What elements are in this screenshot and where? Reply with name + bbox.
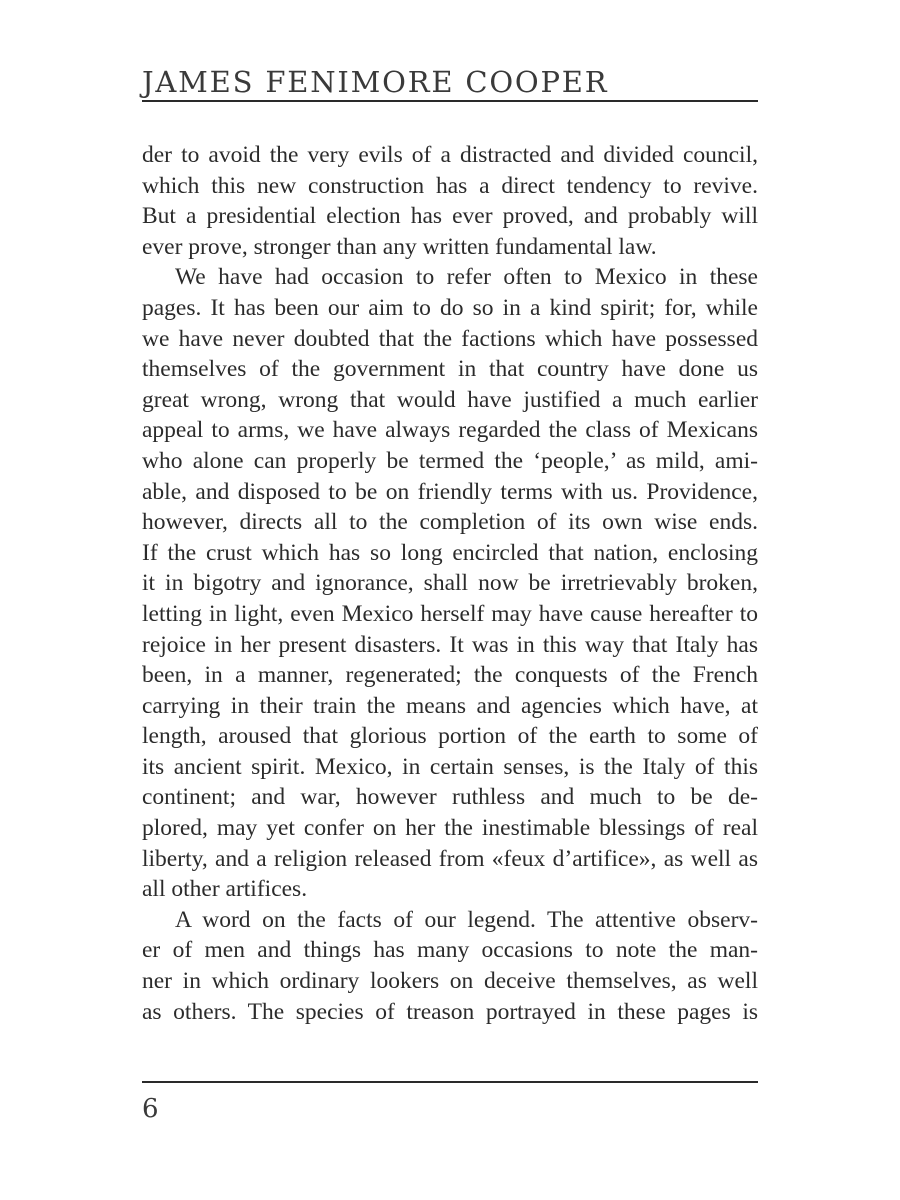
text-line: as others. The species of treason portrayed in these pages is [142, 998, 758, 1025]
text-line: appeal to arms, we have always regarded the class of Mexicans [142, 417, 758, 444]
text-line: however, directs all to the completion of its own wise ends. [142, 509, 758, 536]
text-line: themselves of the government in that country have done us [142, 356, 758, 383]
text-line: all other artifices. [142, 876, 308, 903]
paragraph-2 [142, 262, 758, 904]
text-line: But a presidential election has ever proved, and probably will [142, 203, 758, 230]
page-number: 6 [142, 1094, 159, 1124]
text-line: who alone can properly be termed the ‘people,’ as mild, ami- [142, 447, 758, 474]
text-line: length, aroused that glorious portion of the earth to some of [142, 723, 758, 750]
running-head-title: JAMES FENIMORE COOPER [142, 65, 609, 99]
paragraph-3 [142, 905, 758, 1027]
text-line: liberty, and a religion released from «feux d’artifice», as well as [142, 845, 758, 872]
text-line: it in bigotry and ignorance, shall now be irretrievably broken, [142, 570, 758, 597]
text-line: been, in a manner, regenerated; the conquests of the French [142, 662, 758, 689]
text-line: we have never doubted that the factions which have possessed [142, 325, 758, 352]
text-line: A word on the facts of our legend. The attentive observ- [175, 906, 758, 933]
text-line: er of men and things has many occasions to note the man- [142, 937, 758, 964]
body-text [142, 140, 758, 1027]
text-line: carrying in their train the means and agencies which have, at [142, 692, 758, 719]
text-line: pages. It has been our aim to do so in a kind spirit; for, while [142, 294, 758, 321]
text-line: able, and disposed to be on friendly terms with us. Providence, [142, 478, 758, 505]
text-line: We have had occasion to refer often to Mexico in these [175, 264, 758, 291]
text-line: rejoice in her present disasters. It was in this way that Italy has [142, 631, 758, 658]
text-line: its ancient spirit. Mexico, in certain senses, is the Italy of this [142, 753, 758, 780]
text-line: ner in which ordinary lookers on deceive themselves, as well [142, 968, 758, 995]
text-line: letting in light, even Mexico herself may have cause hereafter to [142, 600, 758, 627]
header-rule [142, 100, 758, 102]
footer-rule [142, 1081, 758, 1083]
text-line: If the crust which has so long encircled that nation, enclosing [142, 539, 758, 566]
text-line: great wrong, wrong that would have justified a much earlier [142, 386, 758, 413]
text-line: ever prove, stronger than any written fundamental law. [142, 233, 657, 260]
paragraph-1 [142, 140, 758, 262]
text-line: which this new construction has a direct tendency to revive. [142, 172, 758, 199]
text-line: plored, may yet confer on her the inestimable blessings of real [142, 815, 758, 842]
text-line: der to avoid the very evils of a distracted and divided council, [142, 142, 758, 168]
text-line: continent; and war, however ruthless and much to be de- [142, 784, 758, 811]
